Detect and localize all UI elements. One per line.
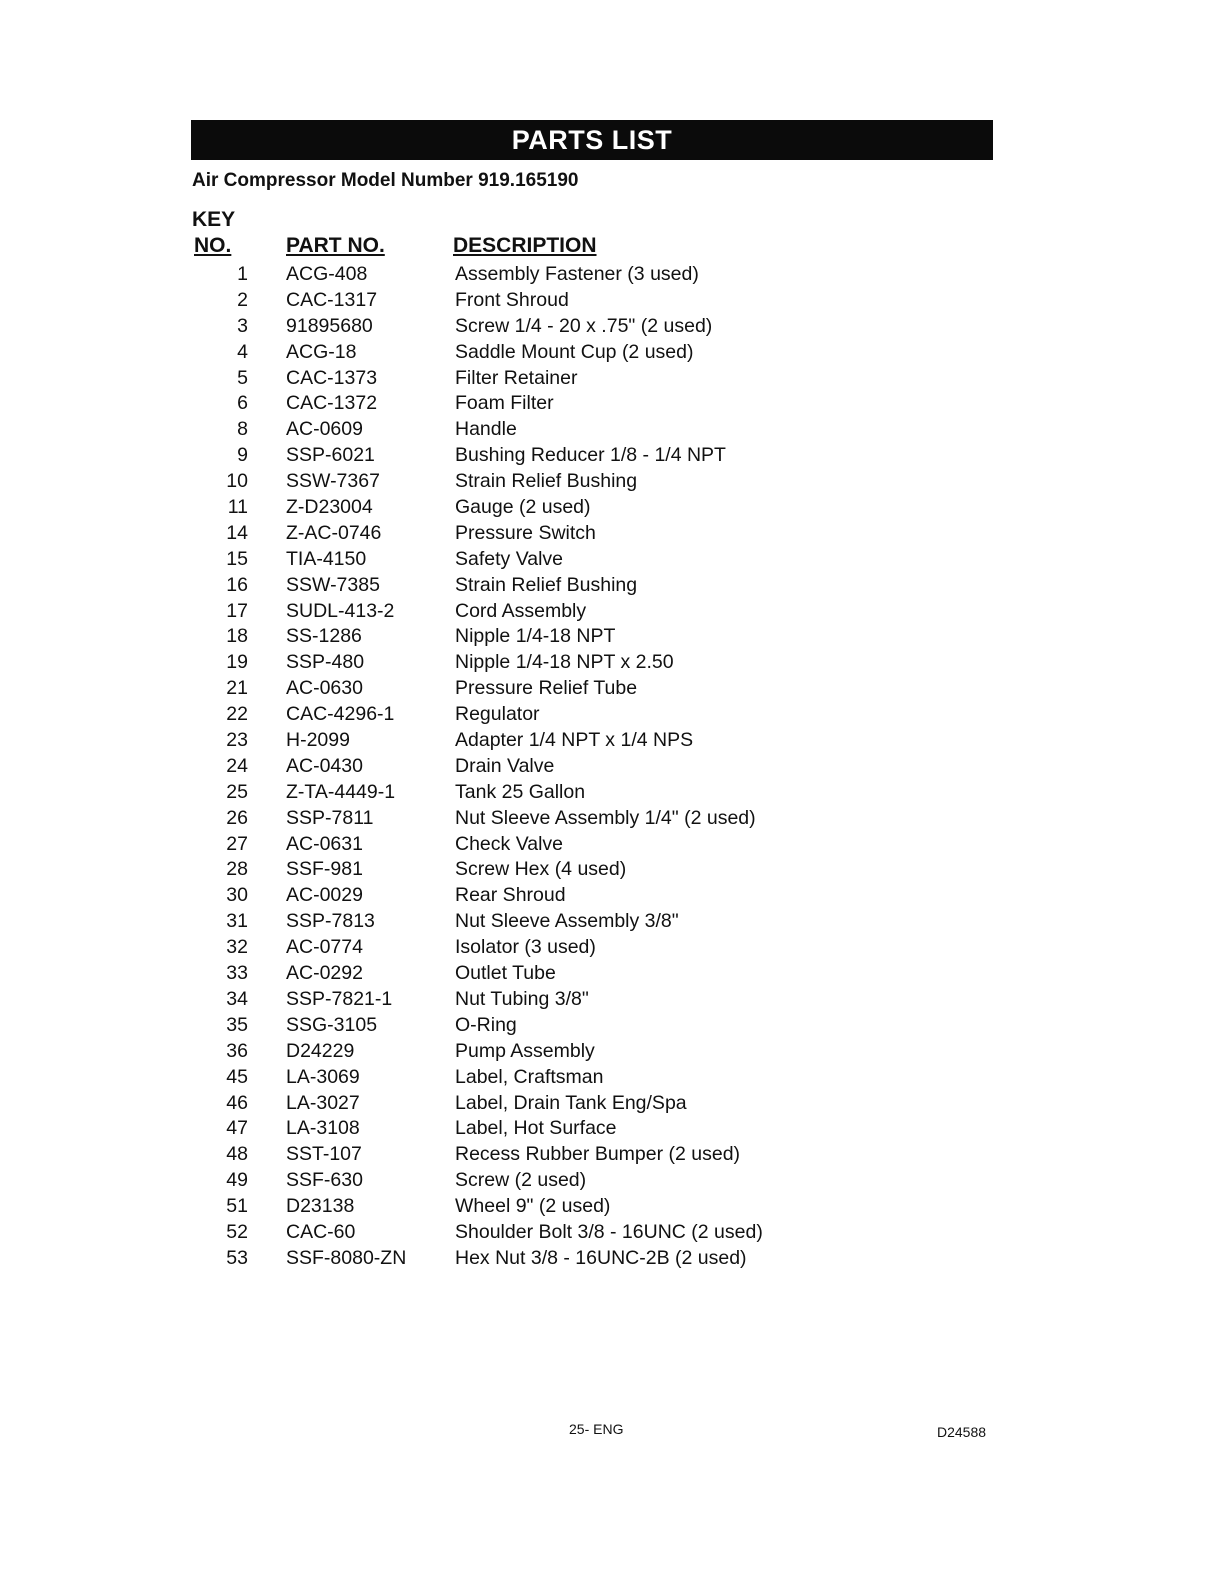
part-no-cell: LA-3108: [286, 1117, 360, 1140]
part-no-cell: TIA-4150: [286, 547, 367, 570]
description-cell: Nut Sleeve Assembly 3/8": [455, 910, 679, 933]
table-row: [190, 1013, 870, 1039]
page-number: 25- ENG: [569, 1421, 624, 1437]
document-code: D24588: [937, 1424, 987, 1440]
table-row: [190, 676, 870, 702]
key-no-cell: 5: [237, 366, 248, 389]
part-no-cell: SS-1286: [286, 625, 362, 648]
description-cell: Safety Valve: [455, 547, 564, 570]
table-row: [190, 1220, 870, 1246]
key-no-cell: 32: [226, 936, 248, 959]
part-no-cell: SST-107: [286, 1143, 362, 1166]
table-row: [190, 599, 870, 625]
key-no-cell: 24: [226, 754, 248, 777]
table-row: [190, 1091, 870, 1117]
description-cell: Cord Assembly: [455, 599, 587, 622]
description-cell: Front Shroud: [455, 288, 569, 311]
part-no-cell: 91895680: [286, 314, 373, 337]
key-no-cell: 48: [226, 1143, 248, 1166]
table-row: [190, 857, 870, 883]
part-no-cell: ACG-18: [286, 340, 357, 363]
part-no-cell: AC-0609: [286, 418, 363, 441]
column-header-no: NO.: [194, 234, 232, 257]
table-row: [190, 832, 870, 858]
description-cell: Check Valve: [455, 832, 564, 855]
description-cell: O-Ring: [455, 1013, 517, 1036]
description-cell: Wheel 9" (2 used): [455, 1195, 611, 1218]
key-no-cell: 35: [226, 1013, 248, 1036]
key-no-cell: 18: [226, 625, 248, 648]
key-no-cell: 34: [226, 987, 248, 1010]
part-no-cell: SSG-3105: [286, 1013, 378, 1036]
part-no-cell: CAC-1372: [286, 392, 378, 415]
part-no-cell: SSW-7367: [286, 470, 380, 493]
part-no-cell: AC-0029: [286, 884, 363, 907]
description-cell: Label, Hot Surface: [455, 1117, 617, 1140]
key-no-cell: 28: [226, 858, 248, 881]
column-header-description: DESCRIPTION: [453, 234, 597, 257]
part-no-cell: CAC-1317: [286, 288, 378, 311]
key-no-cell: 26: [226, 806, 248, 829]
key-no-cell: 30: [226, 884, 248, 907]
table-row: [190, 314, 870, 340]
table-row: [190, 495, 870, 521]
description-cell: Pump Assembly: [455, 1039, 595, 1062]
table-row: [190, 780, 870, 806]
description-cell: Pressure Relief Tube: [455, 677, 638, 700]
description-cell: Filter Retainer: [455, 366, 578, 389]
key-no-cell: 2: [237, 288, 248, 311]
key-no-cell: 14: [226, 521, 248, 544]
part-no-cell: SSW-7385: [286, 573, 380, 596]
table-row: [190, 1194, 870, 1220]
table-row: [190, 1039, 870, 1065]
description-cell: Label, Craftsman: [455, 1065, 604, 1088]
column-header-part-no: PART NO.: [286, 234, 385, 257]
table-row: [190, 728, 870, 754]
key-no-cell: 16: [226, 573, 248, 596]
key-no-cell: 25: [226, 780, 248, 803]
part-no-cell: AC-0430: [286, 754, 363, 777]
part-no-cell: Z-D23004: [286, 496, 373, 519]
description-cell: Rear Shroud: [455, 884, 566, 907]
part-no-cell: Z-TA-4449-1: [286, 780, 396, 803]
table-row: [190, 340, 870, 366]
table-row: [190, 702, 870, 728]
part-no-cell: CAC-4296-1: [286, 703, 395, 726]
table-row: [190, 1168, 870, 1194]
table-row: [190, 1246, 870, 1272]
description-cell: Strain Relief Bushing: [455, 573, 638, 596]
key-no-cell: 1: [237, 263, 248, 285]
part-no-cell: AC-0774: [286, 936, 363, 959]
table-row: [190, 935, 870, 961]
description-cell: Regulator: [455, 703, 540, 726]
key-no-cell: 46: [226, 1091, 248, 1114]
table-row: [190, 754, 870, 780]
table-row: [190, 806, 870, 832]
description-cell: Assembly Fastener (3 used): [455, 263, 699, 285]
part-no-cell: SSF-630: [286, 1169, 363, 1192]
table-row: [190, 1142, 870, 1168]
description-cell: Nipple 1/4-18 NPT x 2.50: [455, 651, 674, 674]
table-row: [190, 521, 870, 547]
description-cell: Recess Rubber Bumper (2 used): [455, 1143, 741, 1166]
key-no-cell: 22: [226, 703, 248, 726]
part-no-cell: CAC-60: [286, 1220, 356, 1243]
table-row: [190, 547, 870, 573]
parts-table: [190, 262, 870, 1272]
description-cell: Tank 25 Gallon: [455, 780, 586, 803]
model-number-line: Air Compressor Model Number 919.165190: [192, 170, 579, 191]
key-no-cell: 3: [237, 314, 248, 337]
part-no-cell: ACG-408: [286, 263, 368, 285]
description-cell: Strain Relief Bushing: [455, 470, 638, 493]
part-no-cell: AC-0630: [286, 677, 363, 700]
part-no-cell: AC-0631: [286, 832, 363, 855]
key-no-cell: 10: [226, 470, 248, 493]
part-no-cell: SSF-981: [286, 858, 363, 881]
part-no-cell: SSP-6021: [286, 444, 375, 467]
description-cell: Isolator (3 used): [455, 936, 596, 959]
table-row: [190, 469, 870, 495]
description-cell: Screw 1/4 - 20 x .75" (2 used): [455, 314, 713, 337]
key-no-cell: 45: [226, 1065, 248, 1088]
description-cell: Pressure Switch: [455, 521, 596, 544]
description-cell: Handle: [455, 418, 517, 441]
key-no-cell: 6: [237, 392, 248, 415]
table-row: [190, 909, 870, 935]
part-no-cell: SSP-7821-1: [286, 987, 393, 1010]
key-no-cell: 19: [226, 651, 248, 674]
table-row: [190, 573, 870, 599]
part-no-cell: SSP-7811: [286, 806, 374, 829]
part-no-cell: SSF-8080-ZN: [286, 1246, 407, 1269]
description-cell: Shoulder Bolt 3/8 - 16UNC (2 used): [455, 1220, 763, 1243]
part-no-cell: SUDL-413-2: [286, 599, 395, 622]
table-row: [190, 1065, 870, 1091]
description-cell: Adapter 1/4 NPT x 1/4 NPS: [455, 729, 694, 752]
key-no-cell: 53: [226, 1246, 248, 1269]
table-row: [190, 883, 870, 909]
table-row: [190, 288, 870, 314]
description-cell: Screw Hex (4 used): [455, 858, 627, 881]
part-no-cell: SSP-7813: [286, 910, 375, 933]
description-cell: Hex Nut 3/8 - 16UNC-2B (2 used): [455, 1246, 747, 1269]
description-cell: Outlet Tube: [455, 962, 556, 985]
key-no-cell: 33: [226, 962, 248, 985]
key-no-cell: 47: [226, 1117, 248, 1140]
description-cell: Drain Valve: [455, 754, 555, 777]
table-row: [190, 961, 870, 987]
part-no-cell: AC-0292: [286, 962, 363, 985]
table-row: [190, 987, 870, 1013]
part-no-cell: D23138: [286, 1195, 355, 1218]
key-no-cell: 49: [226, 1169, 248, 1192]
part-no-cell: D24229: [286, 1039, 355, 1062]
parts-list-banner: [191, 120, 993, 160]
key-no-cell: 52: [226, 1220, 248, 1243]
column-header-key: KEY: [192, 208, 236, 231]
key-no-cell: 31: [226, 910, 248, 933]
description-cell: Foam Filter: [455, 392, 554, 415]
key-no-cell: 51: [226, 1195, 248, 1218]
table-row: [190, 650, 870, 676]
key-no-cell: 11: [227, 496, 248, 519]
description-cell: Label, Drain Tank Eng/Spa: [455, 1091, 687, 1114]
description-cell: Saddle Mount Cup (2 used): [455, 340, 694, 363]
table-row: [190, 417, 870, 443]
description-cell: Nipple 1/4-18 NPT: [455, 625, 616, 648]
key-no-cell: 15: [226, 547, 248, 570]
description-cell: Bushing Reducer 1/8 - 1/4 NPT: [455, 444, 726, 467]
key-no-cell: 17: [226, 599, 248, 622]
description-cell: Screw (2 used): [455, 1169, 587, 1192]
part-no-cell: LA-3027: [286, 1091, 360, 1114]
part-no-cell: Z-AC-0746: [286, 521, 382, 544]
key-no-cell: 8: [237, 418, 248, 441]
key-no-cell: 36: [226, 1039, 248, 1062]
key-no-cell: 21: [226, 677, 248, 700]
table-row: [190, 262, 870, 288]
description-cell: Gauge (2 used): [455, 496, 591, 519]
key-no-cell: 27: [226, 832, 248, 855]
key-no-cell: 4: [237, 340, 248, 363]
table-row: [190, 391, 870, 417]
table-row: [190, 366, 870, 392]
table-row: [190, 1116, 870, 1142]
key-no-cell: 9: [237, 444, 248, 467]
key-no-cell: 23: [226, 729, 248, 752]
page-title: PARTS LIST: [511, 124, 673, 155]
part-no-cell: CAC-1373: [286, 366, 378, 389]
description-cell: Nut Sleeve Assembly 1/4" (2 used): [455, 806, 756, 829]
part-no-cell: SSP-480: [286, 651, 365, 674]
description-cell: Nut Tubing 3/8": [455, 987, 589, 1010]
part-no-cell: H-2099: [286, 729, 350, 752]
part-no-cell: LA-3069: [286, 1065, 360, 1088]
table-row: [190, 443, 870, 469]
table-row: [190, 624, 870, 650]
